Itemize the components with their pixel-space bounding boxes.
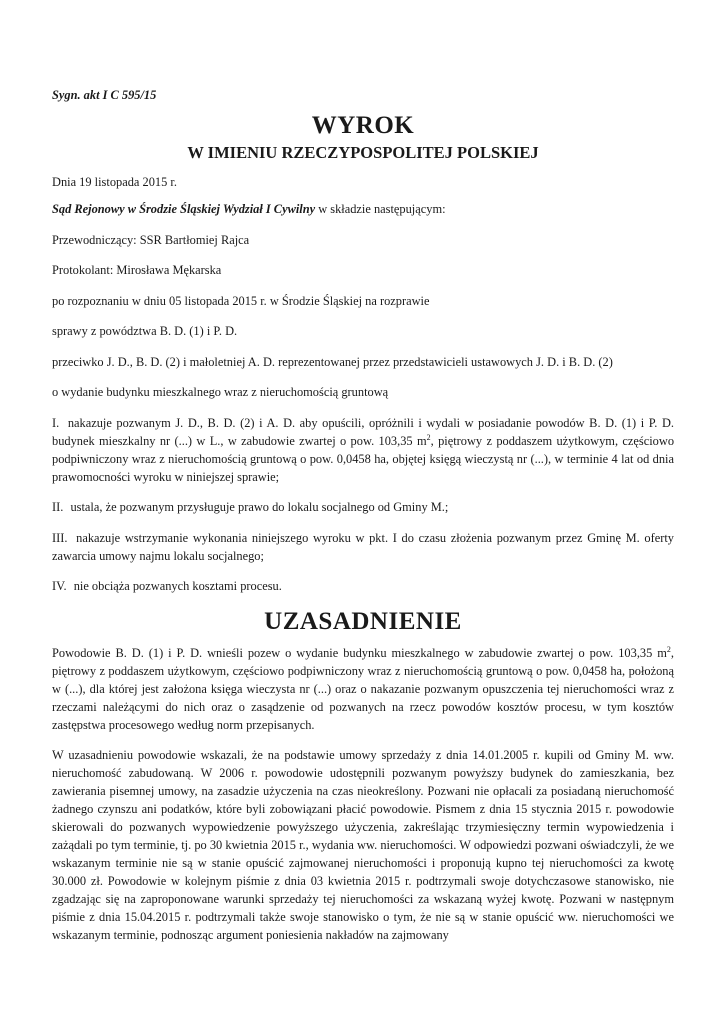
- justification-heading: UZASADNIENIE: [264, 607, 462, 635]
- ruling-item-2: [52, 498, 674, 516]
- clerk-line: Protokolant: Mirosława Mękarska: [52, 263, 222, 277]
- judgment-document: [52, 86, 674, 956]
- ruling-item-1-text-a: nakazuje pozwanym J. D., B. D. (2) i A. D. aby opuścili, opróżnili i wydali w posiadanie powodów B. D. (1) i P. D. budynek mieszkalny nr (...) w L., w zabudowie zwartej o pow. 103,35 m: [52, 415, 674, 448]
- ruling-item-4-text: nie obciąża pozwanych kosztami procesu.: [73, 579, 282, 593]
- court-line: [52, 200, 674, 218]
- ruling-item-3: [52, 529, 674, 565]
- justification-paragraph-1-sup: 2: [666, 644, 671, 654]
- against-line: przeciwko J. D., B. D. (2) i małoletniej A. D. reprezentowanej przez przedstawicieli ustawowych J. D. i B. D. (2): [52, 354, 613, 369]
- justification-paragraph-2: W uzasadnieniu powodowie wskazali, że na podstawie umowy sprzedaży z dnia 14.01.2005 r. kupili od Gminy M. ww. nieruchomość zabudowaną. W 2006 r. powodowie udostępnili pozwanym powyższy budynek do zamieszkania, bez zawierania pisemnej umowy, na zasadzie użyczenia na czas nieokreślony. Pozwani nie opłacali za posiadaną nieruchomość żadnego czynszu ani podatków, które byli zobowiązani płacić powodowie. Pismem z dnia 15 stycznia 2015 r. powodowie skierowali do pozwanych wypowiedzenie powyższego użyczenia, zakreślając trzymiesięczny termin wypowiedzenia i zażądali po tym terminie, tj. po 30 kwietnia 2015 r., wydania ww. nieruchomości. W odpowiedzi pozwani oświadczyli, że we wskazanym terminie nie są w stanie opuścić zajmowanej nieruchomości i proponują kupno tej nieruchomości za kwotę 30.000 zł. Powodowie w kolejnym piśmie z dnia 03 kwietnia 2015 r. podtrzymali swoje dotychczasowe stanowisko, nie zgadzając się na zaproponowane warunki sprzedaży tej nieruchomości za wskazaną wyżej kwotę. Pozwani w następnym piśmie z dnia 15.04.2015 r. podtrzymali także swoje stanowisko o tym, że nie są w stanie opuścić ww. nieruchomości we wskazanym terminie, podnosząc argument poniesienia nakładów na zajmowany: [52, 747, 674, 942]
- ruling-item-1: [52, 414, 674, 486]
- justification-paragraph-1-b: , piętrowy z poddaszem użytkowym, częściowo podpiwniczony wraz z nieruchomością gruntową o pow. 0,0458 ha, położoną w (...), dla której jest założona księga wieczysta nr (...) oraz o nakazanie pozwanym opuszczenia tej nieruchomości wraz z rzeczami należącymi do nich oraz o zasądzenie od pozwanych na rzecz powodów kosztów procesu, w tym kosztów zastępstwa procesowego według norm przepisanych.: [52, 645, 674, 732]
- ruling-item-2-number: II.: [52, 500, 64, 514]
- ruling-item-4-number: IV.: [52, 579, 67, 593]
- court-suffix: w składzie następującym:: [315, 202, 446, 216]
- document-subtitle: W IMIENIU RZECZYPOSPOLITEJ POLSKIEJ: [187, 143, 539, 162]
- case-parties-line: sprawy z powództwa B. D. (1) i P. D.: [52, 324, 238, 338]
- justification-paragraph-1: [52, 644, 674, 734]
- date-line: Dnia 19 listopada 2015 r.: [52, 175, 177, 189]
- case-signature: Sygn. akt I C 595/15: [52, 88, 157, 102]
- court-name: Sąd Rejonowy w Środzie Śląskiej Wydział I Cywilny: [52, 202, 316, 216]
- hearing-line: po rozpoznaniu w dniu 05 listopada 2015 r. w Środzie Śląskiej na rozprawie: [52, 293, 430, 308]
- chair-line: Przewodniczący: SSR Bartłomiej Rajca: [52, 232, 250, 247]
- ruling-item-1-sup: 2: [426, 432, 431, 442]
- ruling-item-2-text: ustala, że pozwanym przysługuje prawo do lokalu socjalnego od Gminy M.;: [70, 500, 449, 514]
- document-title: WYROK: [311, 112, 415, 139]
- ruling-item-1-number: I.: [52, 415, 60, 430]
- justification-paragraph-1-a: Powodowie B. D. (1) i P. D. wnieśli pozew o wydanie budynku mieszkalnego w zabudowie zwartej o pow. 103,35 m: [52, 645, 667, 660]
- ruling-item-4: [52, 577, 674, 595]
- ruling-item-3-number: III.: [52, 530, 68, 545]
- ruling-item-3-text: nakazuje wstrzymanie wykonania niniejszego wyroku w pkt. I do czasu złożenia pozwanym przez Gminę M. oferty zawarcia umowy najmu lokalu socjalnego;: [52, 530, 674, 563]
- subject-line: o wydanie budynku mieszkalnego wraz z nieruchomością gruntową: [52, 385, 389, 399]
- ruling-item-1-text-b: , piętrowy z poddaszem użytkowym, częściowo podpiwniczony wraz z nieruchomością gruntową o pow. 0,0458 ha, objętej księgą wieczystą nr (...), w terminie 4 lat od dnia prawomocności wyroku w niniejszej sprawie;: [52, 433, 675, 484]
